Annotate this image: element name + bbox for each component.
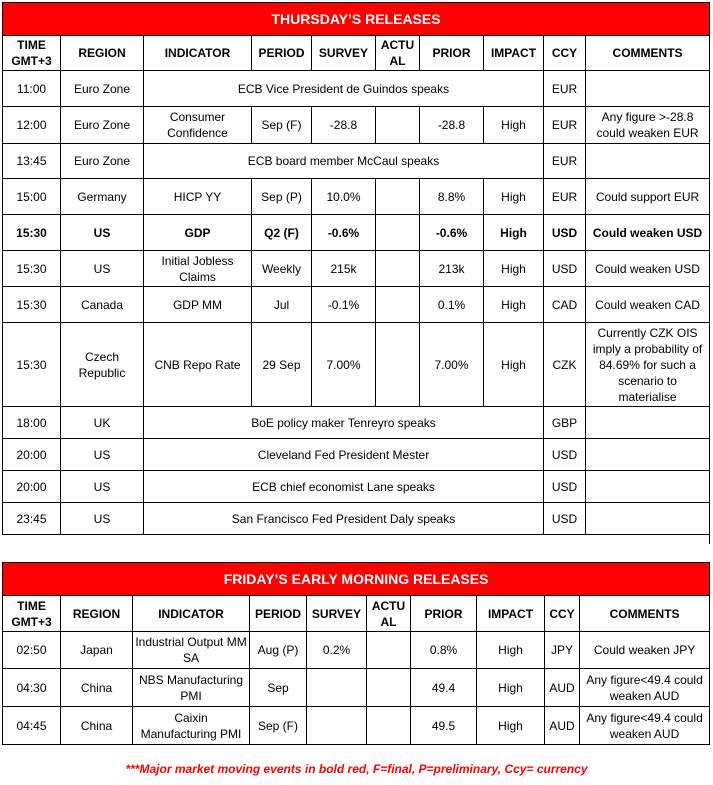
indicator-cell: GDP [144, 215, 252, 251]
period-cell: Q2 (F) [252, 215, 312, 251]
period-cell: Jul [252, 287, 312, 323]
indicator-cell: CNB Repo Rate [144, 323, 252, 407]
survey-cell: 7.00% [312, 323, 376, 407]
impact-cell: High [477, 632, 545, 669]
comments-cell: Any figure >-28.8 could weaken EUR [586, 107, 710, 144]
table-row [3, 471, 710, 503]
currency-cell: AUD [545, 707, 580, 745]
time-cell: 11:00 [3, 71, 61, 107]
region-cell: US [61, 471, 144, 503]
comments-cell: Any figure<49.4 could weaken AUD [580, 669, 710, 707]
actual-cell [367, 632, 411, 669]
time-cell: 15:30 [3, 287, 61, 323]
comments-cell [586, 71, 710, 107]
time-cell: 04:45 [3, 707, 61, 745]
currency-cell: USD [544, 471, 586, 503]
survey-cell: 0.2% [307, 632, 367, 669]
time-cell: 23:45 [3, 503, 61, 535]
impact-cell: High [484, 107, 544, 144]
table-row [3, 503, 710, 535]
region-cell: Euro Zone [61, 71, 144, 107]
survey-cell: -28.8 [312, 107, 376, 144]
comments-cell [586, 471, 710, 503]
region-cell: US [61, 215, 144, 251]
friday-section [2, 562, 709, 745]
currency-cell: EUR [544, 107, 586, 144]
region-cell: China [61, 707, 133, 745]
comments-cell: Could support EUR [586, 179, 710, 215]
column-header: SURVEY [312, 36, 376, 71]
region-cell: US [61, 251, 144, 287]
region-cell: Germany [61, 179, 144, 215]
comments-cell [586, 144, 710, 179]
thursday-table [2, 2, 710, 535]
region-cell: Euro Zone [61, 144, 144, 179]
region-cell: China [61, 669, 133, 707]
actual-cell [376, 107, 420, 144]
period-cell: 29 Sep [252, 323, 312, 407]
period-cell: Sep [250, 669, 307, 707]
currency-cell: USD [544, 251, 586, 287]
time-cell: 15:30 [3, 323, 61, 407]
column-header: SURVEY [307, 596, 367, 632]
survey-cell [307, 669, 367, 707]
comments-cell: Currently CZK OIS imply a probability of 84.69% for such a scenario to materialise [586, 323, 710, 407]
region-cell: US [61, 439, 144, 471]
column-header: CCY [544, 36, 586, 71]
table-row [3, 251, 710, 287]
header-row [3, 36, 710, 71]
currency-cell: USD [544, 439, 586, 471]
region-cell: US [61, 503, 144, 535]
column-header: PERIOD [252, 36, 312, 71]
currency-cell: USD [544, 215, 586, 251]
currency-cell: USD [544, 503, 586, 535]
table-row [3, 71, 710, 107]
actual-cell [376, 179, 420, 215]
period-cell: Sep (F) [252, 107, 312, 144]
table-row [3, 179, 710, 215]
column-header: PERIOD [250, 596, 307, 632]
time-cell: 13:45 [3, 144, 61, 179]
prior-cell: 49.4 [411, 669, 477, 707]
currency-cell: CZK [544, 323, 586, 407]
prior-cell: -0.6% [420, 215, 484, 251]
period-cell: Weekly [252, 251, 312, 287]
comments-cell: Could weaken CAD [586, 287, 710, 323]
currency-cell: EUR [544, 144, 586, 179]
column-header: INDICATOR [144, 36, 252, 71]
column-header: CCY [545, 596, 580, 632]
column-header: COMMENTS [586, 36, 710, 71]
event-cell: ECB board member McCaul speaks [144, 144, 544, 179]
indicator-cell: Industrial Output MM SA [133, 632, 250, 669]
column-header: COMMENTS [580, 596, 710, 632]
actual-cell [367, 707, 411, 745]
currency-cell: CAD [544, 287, 586, 323]
column-header: ACTU AL [367, 596, 411, 632]
comments-cell [586, 503, 710, 535]
table-row [3, 632, 710, 669]
indicator-cell: NBS Manufacturing PMI [133, 669, 250, 707]
table-row [3, 144, 710, 179]
table-row [3, 669, 710, 707]
indicator-cell: GDP MM [144, 287, 252, 323]
time-cell: 15:00 [3, 179, 61, 215]
time-cell: 20:00 [3, 471, 61, 503]
event-cell: Cleveland Fed President Mester [144, 439, 544, 471]
currency-cell: AUD [545, 669, 580, 707]
column-header: IMPACT [484, 36, 544, 71]
currency-cell: EUR [544, 71, 586, 107]
thursday-title: THURSDAY’S RELEASES [3, 3, 710, 36]
table-row [3, 707, 710, 745]
friday-table [2, 562, 710, 745]
event-cell: BoE policy maker Tenreyro speaks [144, 407, 544, 439]
time-cell: 04:30 [3, 669, 61, 707]
column-header: PRIOR [420, 36, 484, 71]
comments-cell: Could weaken JPY [580, 632, 710, 669]
period-cell: Aug (P) [250, 632, 307, 669]
table-row [3, 107, 710, 144]
column-header: INDICATOR [133, 596, 250, 632]
comments-cell: Could weaken USD [586, 215, 710, 251]
column-header: TIME GMT+3 [3, 596, 61, 632]
time-cell: 18:00 [3, 407, 61, 439]
event-cell: ECB Vice President de Guindos speaks [144, 71, 544, 107]
survey-cell: 10.0% [312, 179, 376, 215]
currency-cell: JPY [545, 632, 580, 669]
impact-cell: High [484, 287, 544, 323]
currency-cell: GBP [544, 407, 586, 439]
indicator-cell: Consumer Confidence [144, 107, 252, 144]
comments-cell: Could weaken USD [586, 251, 710, 287]
period-cell: Sep (P) [252, 179, 312, 215]
table-row [3, 439, 710, 471]
table-row [3, 215, 710, 251]
comments-cell: Any figure<49.4 could weaken AUD [580, 707, 710, 745]
prior-cell: 213k [420, 251, 484, 287]
time-cell: 15:30 [3, 215, 61, 251]
survey-cell [307, 707, 367, 745]
actual-cell [376, 251, 420, 287]
column-header: PRIOR [411, 596, 477, 632]
event-cell: ECB chief economist Lane speaks [144, 471, 544, 503]
column-header: ACTU AL [376, 36, 420, 71]
actual-cell [367, 669, 411, 707]
column-header: REGION [61, 36, 144, 71]
time-cell: 20:00 [3, 439, 61, 471]
header-row [3, 596, 710, 632]
impact-cell: High [477, 707, 545, 745]
impact-cell: High [477, 669, 545, 707]
survey-cell: -0.6% [312, 215, 376, 251]
table-row [3, 287, 710, 323]
period-cell: Sep (F) [250, 707, 307, 745]
indicator-cell: HICP YY [144, 179, 252, 215]
indicator-cell: Initial Jobless Claims [144, 251, 252, 287]
actual-cell [376, 215, 420, 251]
time-cell: 15:30 [3, 251, 61, 287]
footnote: ***Major market moving events in bold red, F=final, P=preliminary, Ccy= currency [125, 762, 588, 776]
event-cell: San Francisco Fed President Daly speaks [144, 503, 544, 535]
table-row [3, 323, 710, 407]
prior-cell: 8.8% [420, 179, 484, 215]
region-cell: Japan [61, 632, 133, 669]
indicator-cell: Caixin Manufacturing PMI [133, 707, 250, 745]
region-cell: UK [61, 407, 144, 439]
comments-cell [586, 407, 710, 439]
actual-cell [376, 323, 420, 407]
impact-cell: High [484, 251, 544, 287]
prior-cell: 0.1% [420, 287, 484, 323]
friday-title: FRIDAY’S EARLY MORNING RELEASES [3, 563, 710, 596]
column-header: IMPACT [477, 596, 545, 632]
prior-cell: 49.5 [411, 707, 477, 745]
time-cell: 12:00 [3, 107, 61, 144]
actual-cell [376, 287, 420, 323]
impact-cell: High [484, 215, 544, 251]
column-header: TIME GMT+3 [3, 36, 61, 71]
column-header: REGION [61, 596, 133, 632]
divider [709, 530, 710, 544]
survey-cell: -0.1% [312, 287, 376, 323]
time-cell: 02:50 [3, 632, 61, 669]
comments-cell [586, 439, 710, 471]
impact-cell: High [484, 323, 544, 407]
region-cell: Euro Zone [61, 107, 144, 144]
region-cell: Czech Republic [61, 323, 144, 407]
prior-cell: 7.00% [420, 323, 484, 407]
prior-cell: -28.8 [420, 107, 484, 144]
currency-cell: EUR [544, 179, 586, 215]
impact-cell: High [484, 179, 544, 215]
thursday-section [2, 2, 709, 535]
survey-cell: 215k [312, 251, 376, 287]
table-row [3, 407, 710, 439]
prior-cell: 0.8% [411, 632, 477, 669]
region-cell: Canada [61, 287, 144, 323]
